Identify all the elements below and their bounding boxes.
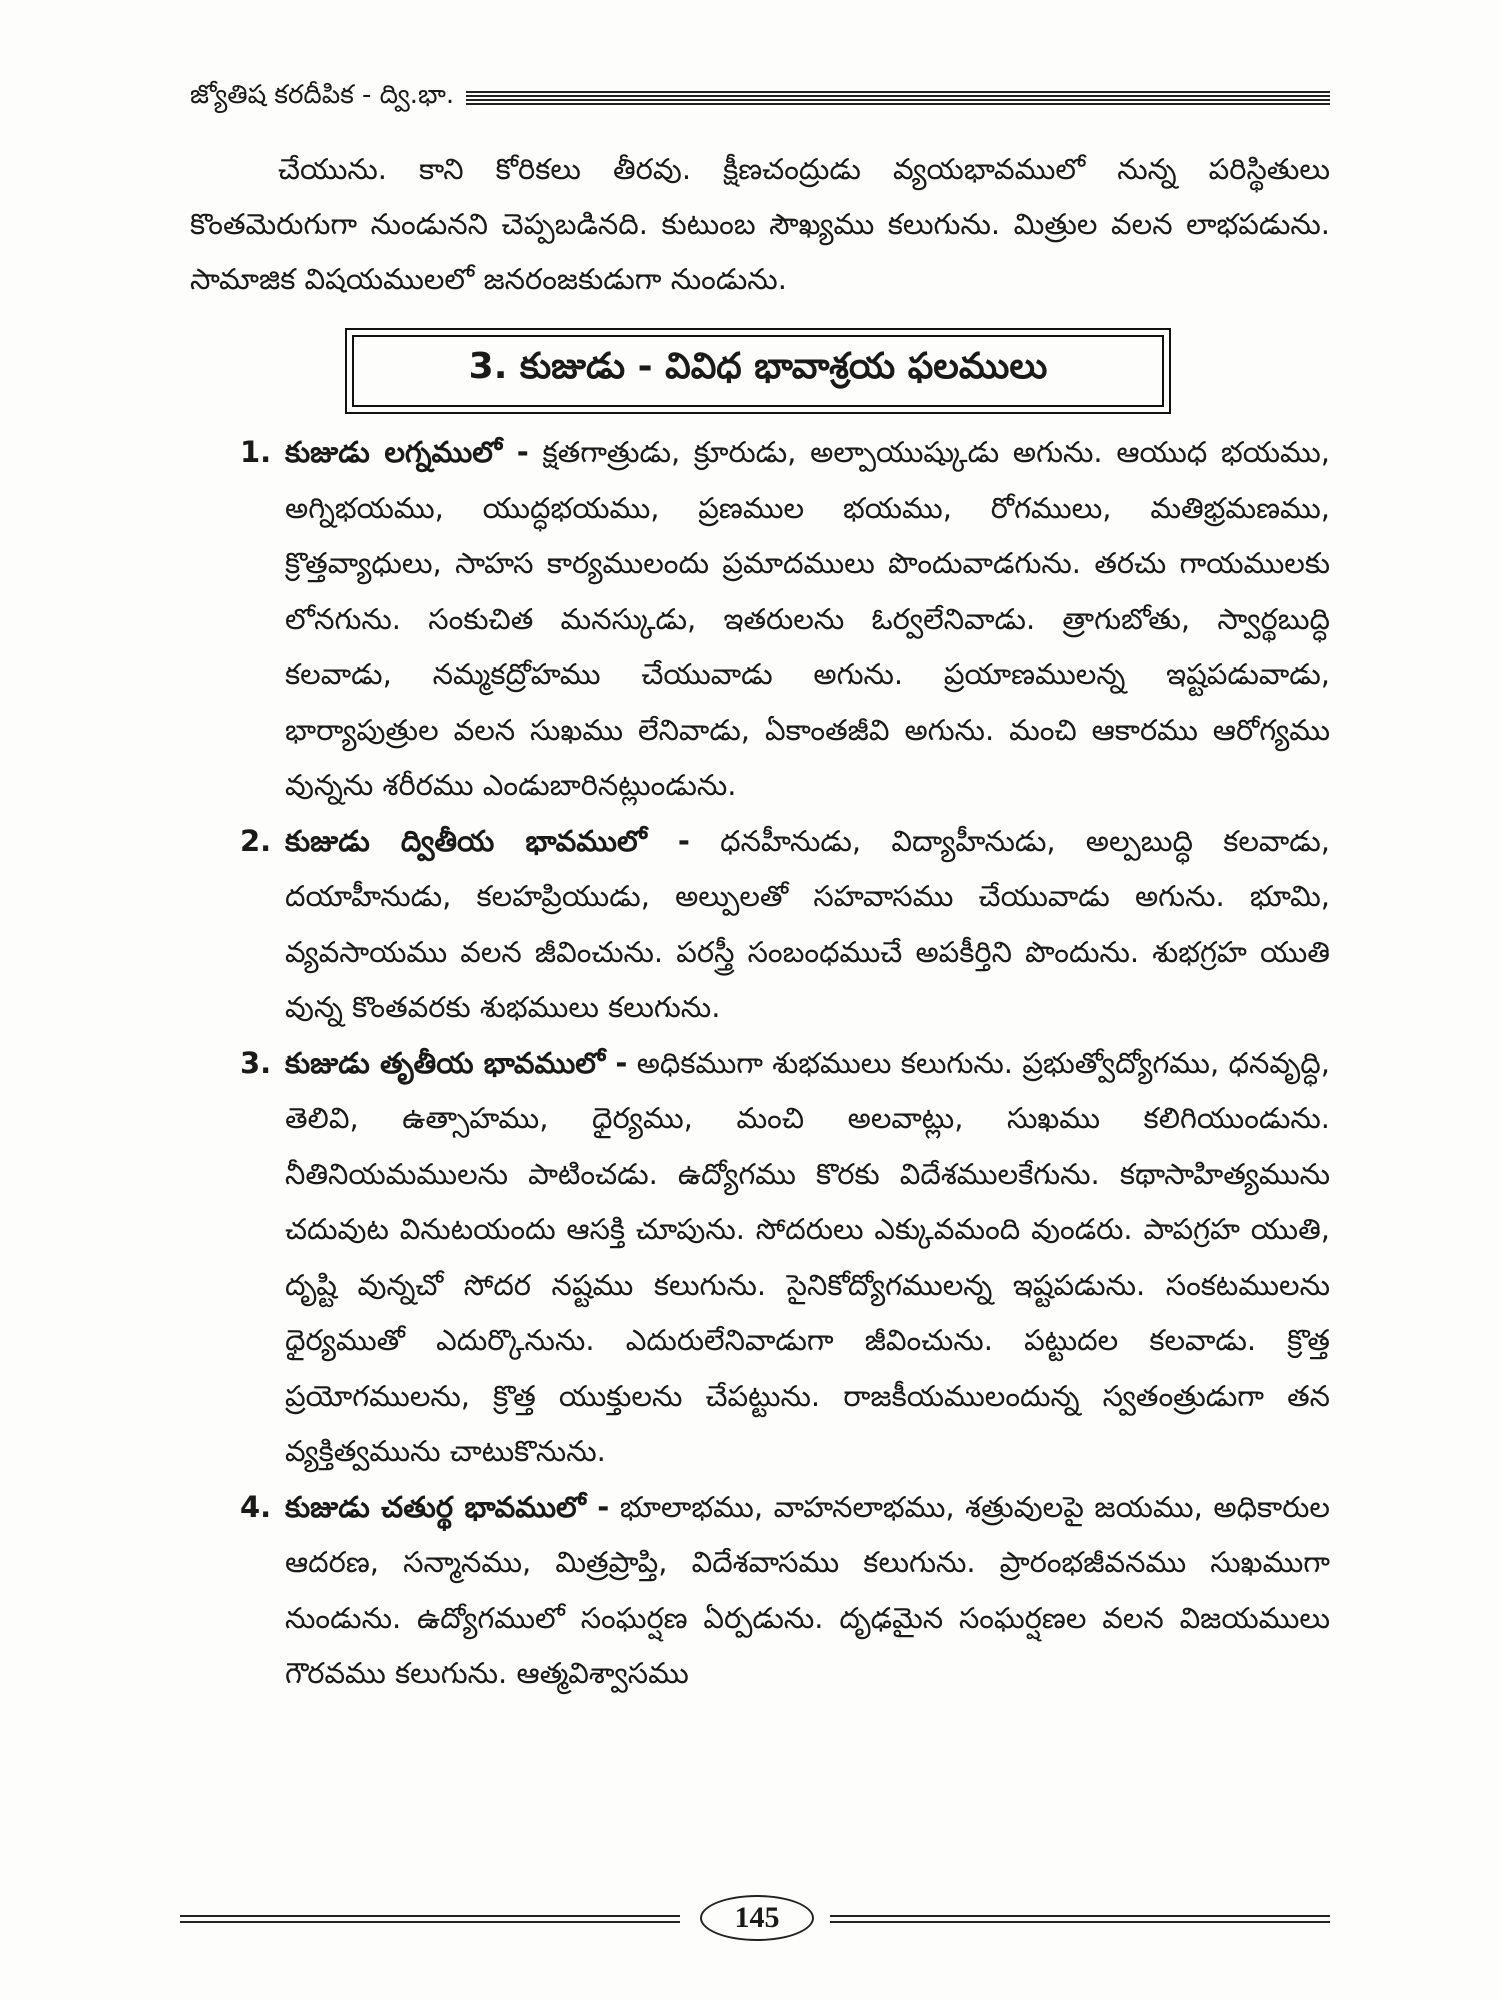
running-header-title: జ్యోతిష కరదీపిక - ద్వి.భా. (190, 80, 455, 110)
footer-rule-right (830, 1915, 1330, 1917)
house-results-list (240, 425, 1330, 1702)
list-item (240, 814, 1330, 1036)
section-heading: 3. కుజుడు - వివిధ భావాశ్రయ ఫలములు (468, 346, 1048, 387)
item-text: అధికముగా శుభములు కలుగును. ప్రభుత్వోద్యోగము, ధనవృద్ధి, తెలివి, ఉత్సాహము, ధైర్యము, మంచి అలవాట్లు, సుఖము కలిగియుండును. నీతినియమములను పాటించడు. ఉద్యోగము కొరకు విదేశములకేగును. కథాసాహిత్యమును చదువుట వినుటయందు ఆసక్తి చూపును. సోదరులు ఎక్కువమంది వుండరు. పాపగ్రహ యుతి, దృష్టి వున్నచో సోదర నష్టము కలుగును. సైనికోద్యోగములన్న ఇష్టపడును. సంకటములను ధైర్యముతో ఎదుర్కొనును. ఎదురులేనివాడుగా జీవించును. పట్టుదల కలవాడు. క్రొత్త ప్రయోగములను, క్రొత్త యుక్తులను చేపట్టును. రాజకీయములందున్న స్వతంత్రుడుగా తన వ్యక్తిత్వమును చాటుకొనును. (285, 1045, 1330, 1468)
list-item (240, 1036, 1330, 1480)
footer-rule-left (180, 1915, 680, 1917)
page-footer (180, 1895, 1330, 1939)
intro-paragraph: చేయును. కాని కోరికలు తీరవు. క్షీణచంద్రుడు వ్యయభావములో నున్న పరిస్థితులు కొంతమెరుగుగా నుండునని చెప్పబడినది. కుటుంబ సౌఖ్యము కలుగును. మిత్రుల వలన లాభపడును. సామాజిక విషయములలో జనరంజకుడుగా నుండును. (190, 152, 1330, 296)
header-rule (466, 91, 1330, 105)
item-heading: కుజుడు చతుర్థ భావములో - (285, 1489, 610, 1524)
item-heading: కుజుడు తృతీయ భావములో - (285, 1045, 628, 1080)
item-heading: కుజుడు ద్వితీయ భావములో - (285, 823, 690, 858)
item-number: 2. (240, 823, 272, 858)
item-text: క్షతగాత్రుడు, క్రూరుడు, అల్పాయుష్కుడు అగును. ఆయుధ భయము, అగ్నిభయము, యుద్ధభయము, ప్రణముల భయము, రోగములు, మతిభ్రమణము, క్రొత్తవ్యాధులు, సాహస కార్యములందు ప్రమాదములు పొందువాడగును. తరచు గాయములకు లోనగును. సంకుచిత మనస్కుడు, ఇతరులను ఓర్వలేనివాడు. త్రాగుబోతు, స్వార్థబుద్ధి కలవాడు, నమ్మకద్రోహము చేయువాడు అగును. ప్రయాణములన్న ఇష్టపడువాడు, భార్యాపుత్రుల వలన సుఖము లేనివాడు, ఏకాంతజీవి అగును. మంచి ఆకారము ఆరోగ్యము వున్నను శరీరము ఎండుబారినట్లుండును. (285, 435, 1330, 802)
item-content (285, 1036, 1330, 1480)
item-content (285, 425, 1330, 814)
item-number: 3. (240, 1045, 272, 1080)
item-number: 1. (240, 435, 272, 469)
item-content (285, 1480, 1330, 1702)
item-text: భూలాభము, వాహనలాభము, శత్రువులపై జయము, అధికారుల ఆదరణ, సన్మానము, మిత్రప్రాప్తి, విదేశవాసము కలుగును. ప్రారంభజీవనము సుఖముగా నుండును. ఉద్యోగములో సంఘర్షణ ఏర్పడును. దృఢమైన సంఘర్షణల వలన విజయములు గౌరవము కలుగును. ఆత్మవిశ్వాసము (285, 1489, 1330, 1690)
running-header (190, 78, 1330, 118)
item-number: 4. (240, 1489, 272, 1524)
list-item (240, 1480, 1330, 1702)
item-text: ధనహీనుడు, విద్యాహీనుడు, అల్పబుద్ధి కలవాడు, దయాహీనుడు, కలహప్రియుడు, అల్పులతో సహవాసము చేయువాడు అగును. భూమి, వ్యవసాయము వలన జీవించును. పరస్త్రీ సంబంధముచే అపకీర్తిని పొందును. శుభగ్రహ యుతి వున్న కొంతవరకు శుభములు కలుగును. (285, 823, 1331, 1024)
item-heading: కుజుడు లగ్నములో - (285, 435, 529, 469)
list-item (240, 425, 1330, 814)
page-number: 145 (700, 1895, 814, 1941)
item-content (285, 814, 1330, 1036)
section-heading-box (352, 335, 1164, 407)
